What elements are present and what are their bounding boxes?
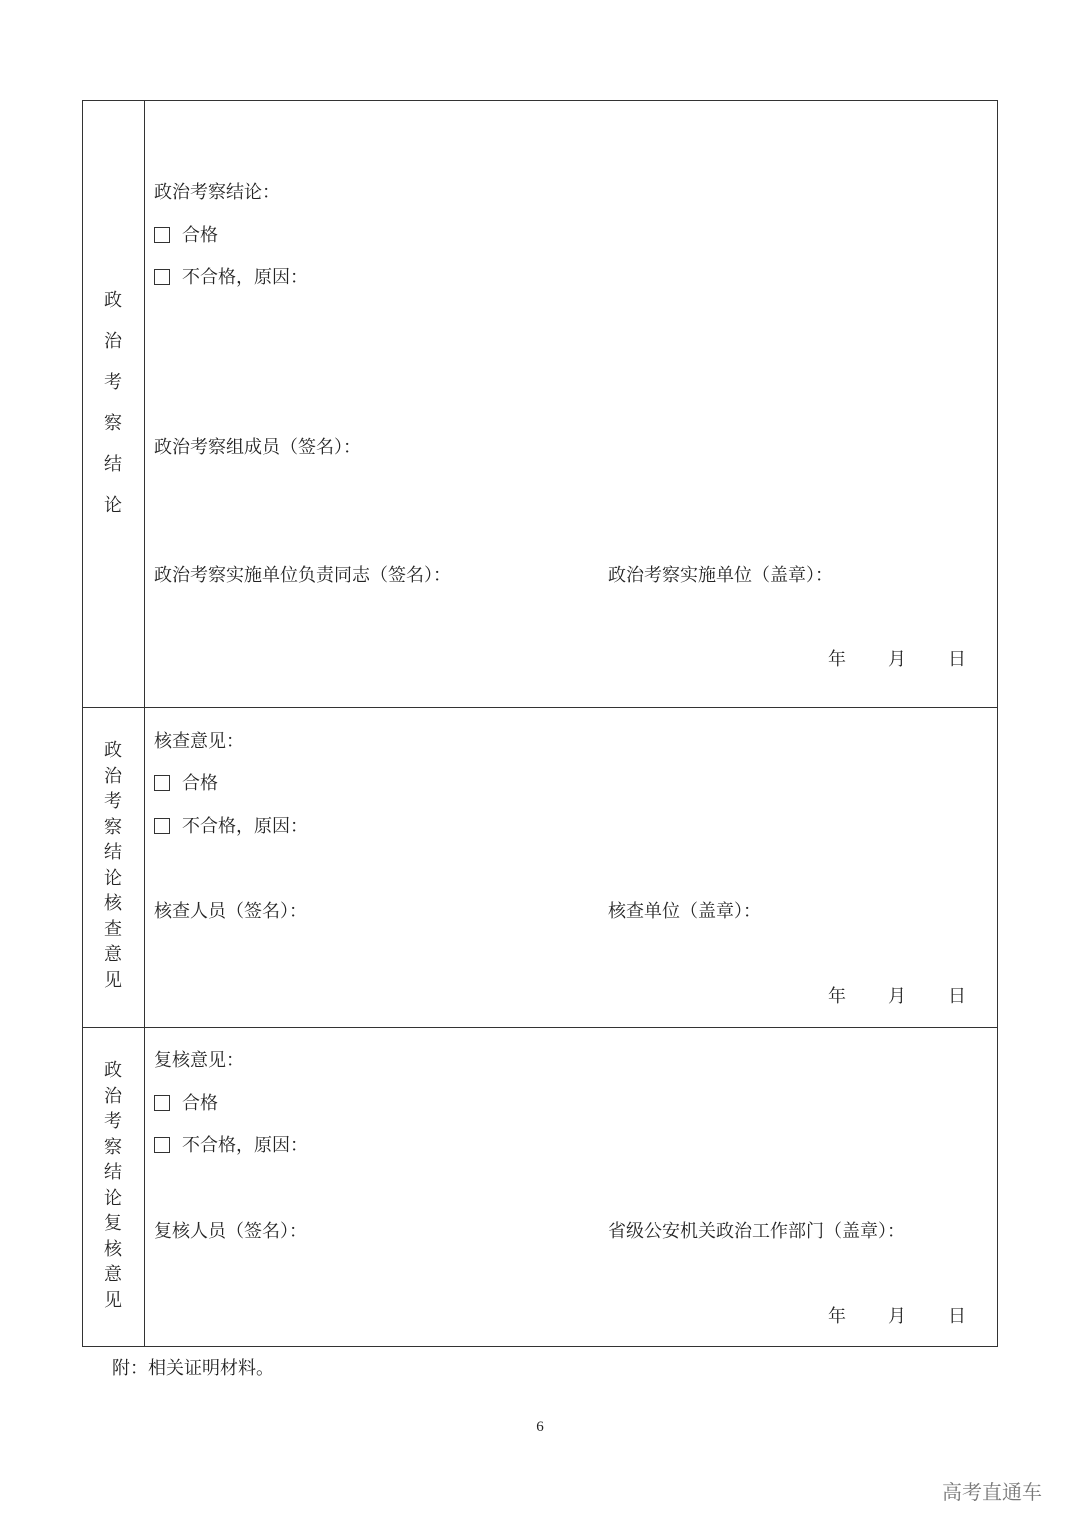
table-border-bottom xyxy=(82,1346,998,1347)
option-fail[interactable] xyxy=(154,1135,308,1157)
table-border-right xyxy=(997,100,998,1346)
option-pass[interactable] xyxy=(154,773,218,795)
section-label-verification xyxy=(82,738,144,993)
option-label: 合格 xyxy=(182,1093,218,1114)
label-char: 察 xyxy=(104,413,122,434)
leader-signature-label: 政治考察实施单位负责同志（签名）： xyxy=(154,565,451,586)
label-char: 论 xyxy=(104,1187,122,1209)
label-char: 结 xyxy=(104,842,122,863)
verifier-signature-label: 核查人员（签名）： xyxy=(154,901,307,922)
label-char: 见 xyxy=(104,969,122,991)
checkbox[interactable] xyxy=(154,1137,170,1153)
date-day: 日 xyxy=(948,1306,966,1327)
section-heading: 核查意见： xyxy=(154,731,244,752)
unit-seal-label: 政治考察实施单位（盖章）： xyxy=(608,565,833,586)
option-label: 不合格，原因： xyxy=(182,816,308,837)
section-label-review xyxy=(82,1058,144,1313)
label-char: 察 xyxy=(104,816,122,838)
label-char: 考 xyxy=(104,372,122,393)
option-fail[interactable] xyxy=(154,816,308,838)
checkbox[interactable] xyxy=(154,227,170,243)
date-year: 年 xyxy=(828,649,846,670)
label-char: 治 xyxy=(104,765,122,787)
members-signature-label: 政治考察组成员（签名）： xyxy=(154,437,361,458)
label-char: 考 xyxy=(104,1111,122,1132)
label-char: 考 xyxy=(104,791,122,812)
label-char: 论 xyxy=(104,867,122,889)
date-month: 月 xyxy=(888,986,906,1007)
label-char: 治 xyxy=(104,331,122,352)
label-char: 查 xyxy=(104,918,122,940)
option-pass[interactable] xyxy=(154,225,218,247)
label-char: 察 xyxy=(104,1136,122,1158)
label-char: 论 xyxy=(104,495,122,516)
section-label-political-review xyxy=(82,280,144,526)
option-pass[interactable] xyxy=(154,1093,218,1115)
reviewer-signature-label: 复核人员（签名）： xyxy=(154,1221,307,1242)
label-char: 复 xyxy=(104,1213,122,1234)
checkbox[interactable] xyxy=(154,775,170,791)
option-label: 不合格，原因： xyxy=(182,267,308,288)
label-char: 治 xyxy=(104,1085,122,1107)
checkbox[interactable] xyxy=(154,1095,170,1111)
label-char: 结 xyxy=(104,1162,122,1183)
section-heading: 政治考察结论： xyxy=(154,182,280,203)
row-divider xyxy=(82,707,998,708)
table-border-top xyxy=(82,100,998,101)
label-char: 意 xyxy=(104,944,122,965)
label-char: 政 xyxy=(104,290,122,311)
date-month: 月 xyxy=(888,1306,906,1327)
watermark: 高考直通车 xyxy=(942,1480,1042,1504)
date-day: 日 xyxy=(948,986,966,1007)
date-year: 年 xyxy=(828,1306,846,1327)
option-label: 合格 xyxy=(182,225,218,246)
department-seal-label: 省级公安机关政治工作部门（盖章）： xyxy=(608,1221,905,1242)
footnote: 附：相关证明材料。 xyxy=(112,1358,274,1379)
date-year: 年 xyxy=(828,986,846,1007)
label-char: 见 xyxy=(104,1289,122,1311)
label-char: 核 xyxy=(104,893,122,914)
label-char: 政 xyxy=(104,740,122,761)
page-number: 6 xyxy=(536,1419,544,1435)
section-heading: 复核意见： xyxy=(154,1050,244,1071)
verifier-unit-seal-label: 核查单位（盖章）： xyxy=(608,901,761,922)
option-fail[interactable] xyxy=(154,267,308,289)
date-month: 月 xyxy=(888,649,906,670)
label-char: 意 xyxy=(104,1264,122,1285)
label-char: 政 xyxy=(104,1060,122,1081)
row-divider xyxy=(82,1027,998,1028)
label-char: 核 xyxy=(104,1238,122,1260)
option-label: 不合格，原因： xyxy=(182,1135,308,1156)
option-label: 合格 xyxy=(182,773,218,794)
date-day: 日 xyxy=(948,649,966,670)
label-char: 结 xyxy=(104,454,122,475)
label-column-divider xyxy=(144,100,145,1346)
checkbox[interactable] xyxy=(154,269,170,285)
checkbox[interactable] xyxy=(154,818,170,834)
